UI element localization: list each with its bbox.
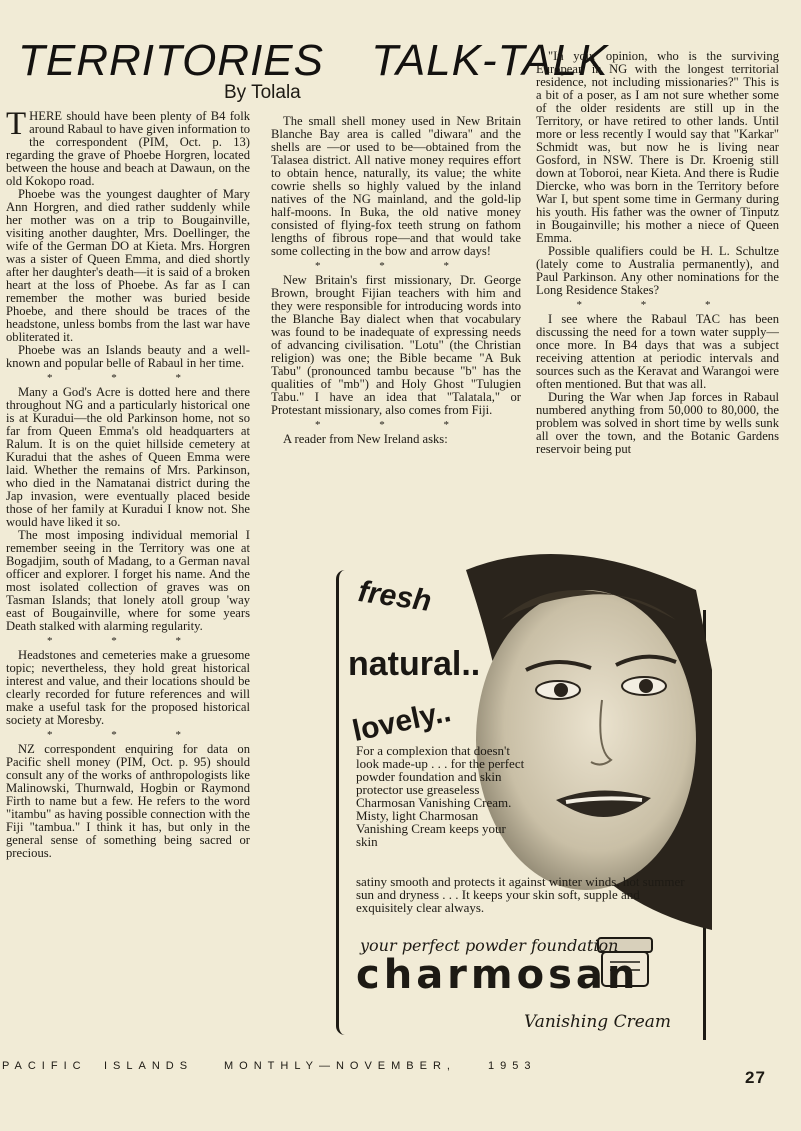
article-column-1 bbox=[6, 110, 250, 1048]
ad-tagline: your perfect powder foundation bbox=[360, 936, 619, 955]
charmosan-advertisement bbox=[336, 550, 712, 1050]
footer-issue: MONTHLY—NOVEMBER, bbox=[224, 1060, 456, 1072]
paragraph: New Britain's first missionary, Dr. George Brown, brought Fijian teachers with him and they were responsible for introducing words into the Blanche Bay dialect when that vocabulary was found to be inadequate of expressing needs of advancing civilisation. "Lotu" (the Christian religion) was one; the Bible became "A Buk Tabu" (pronounced tambu because "b" has the qualities of "mb") and Holy Ghost "Tulugien Tabu." I have an idea that "Talatala," or Protestant missionary, also comes from Fiji. bbox=[271, 273, 521, 417]
drop-cap: T bbox=[6, 110, 27, 142]
paragraph: NZ correspondent enquiring for data on Pacific shell money (PIM, Oct. p. 95) should consult any of the works of anthropologists like Malinowski, Thurnwald, Hogbin or Raymond Firth to name but a few. He refers to the word "itambu" as having possible connection with the Fiji "tambua." I think it has, but only in the general sense of something being sacred or precious. bbox=[6, 742, 250, 860]
paragraph: Headstones and cemeteries make a gruesome topic; nevertheless, they hold great historical interest and value, and their locations should be clearly recorded for future references and will make a useful task for the proposed historical society at Moresby. bbox=[6, 648, 250, 727]
paragraph: Phoebe was the youngest daughter of Mary Ann Horgren, and died rather suddenly while her mother was on a trip to Bougainville, visiting another daughter, Mrs. Doellinger, the wife of the German DO at Kieta. Mrs. Horgren was a sister of Queen Emma, and died shortly after her daughter's death—it is said of a broken heart at the loss of Phoebe. As far as I can remember the mother was buried beside Phoebe, and there should be traces of the headstone, unless bombs from the last war have obliterated it. bbox=[6, 187, 250, 344]
ad-headline-fresh: fresh bbox=[356, 575, 434, 618]
ad-border-left bbox=[336, 570, 345, 1035]
ad-product-name: Vanishing Cream bbox=[524, 1012, 672, 1032]
section-separator: * * * bbox=[47, 635, 209, 647]
section-separator: * * * bbox=[315, 260, 477, 272]
ad-body-text: For a complexion that doesn't look made-up . . . for the perfect powder foundation and skin protector use greaseless Charmosan Vanishing Cream. Misty, light Charmosan Vanishing Cream keeps your skin bbox=[356, 743, 525, 849]
section-separator: * * * bbox=[576, 299, 739, 311]
paragraph: During the War when Jap forces in Rabaul numbered anything from 50,000 to 80,000, the problem was solved in short time by wells sunk all over the town, and the Botanic Gardens reservoir being put bbox=[536, 390, 779, 456]
ad-brand-name: charmosan bbox=[356, 952, 640, 998]
paragraph: Many a God's Acre is dotted here and there throughout NG and a particularly historical one is at Kuradui—the old Parkinson home, not so far from Queen Emma's old headquarters at Ralum. It is on the quiet hillside cemetery at Kuradui that the ashes of Queen Emma were laid. Whether the remains of Mrs. Parkinson, who died in the Namatanai district during the Jap invasion, were eventually placed beside those of her family at Kuradui I know not. She would have liked it so. bbox=[6, 385, 250, 529]
paragraph: Phoebe was an Islands beauty and a well-known and popular belle of Rabaul in her time. bbox=[6, 343, 250, 370]
section-separator: * * * bbox=[47, 372, 209, 384]
footer-publication-part2: ISLANDS bbox=[104, 1060, 194, 1072]
paragraph: The small shell money used in New Britain Blanche Bay area is called "diwara" and the shells are —or used to be—obtained from the Talasea district. All native money requires effort to obtain hence, naturally, its value; the white cowrie shells so highly valued by the inland natives of the NG mainland, and the gold-lip half-moons. In Buka, the old native money consisted of flying-fox teeth strung on fathom lengths of fibrous rope—and that would take some collecting in the bow and arrow days! bbox=[271, 115, 521, 258]
paragraph bbox=[6, 110, 250, 188]
section-separator: * * * bbox=[47, 729, 209, 741]
ad-headline-natural: natural.. bbox=[348, 645, 481, 683]
article-column-3 bbox=[536, 50, 779, 535]
paragraph: I see where the Rabaul TAC has been discussing the need for a town water supply—once more. In B4 days that was a subject receiving attention at periodic intervals and sources such as the Keravat and Warangoi were often mentioned. But that was all. bbox=[536, 312, 779, 391]
paragraph: The most imposing individual memorial I remember seeing in the Territory was one at Bogadjim, south of Madang, to a German naval officer and explorer. I forget his name. And the most isolated collection of graves was on Tasman Islands; that lonely atoll group 'way east of Bougainville, where for some years Death stalked with alarming regularity. bbox=[6, 528, 250, 633]
paragraph: Possible qualifiers could be H. L. Schultze (lately come to Australia permanently), and Paul Parkinson. Any other nominations for the Long Residence Stakes? bbox=[536, 244, 779, 297]
article-column-2 bbox=[271, 115, 521, 530]
paragraph: A reader from New Ireland asks: bbox=[283, 432, 448, 446]
byline: By Tolala bbox=[224, 82, 301, 103]
paragraph-text: HERE should have been plenty of B4 folk around Rabaul to have given information to the correspondent (PIM, Oct. p. 13) regarding the grave of Phoebe Horgren, located between the house and beach at Dawaun, on the old Kokopo road. bbox=[6, 110, 250, 188]
footer-publication-part1: PACIFIC bbox=[2, 1060, 87, 1072]
page-number: 27 bbox=[745, 1068, 766, 1087]
paragraph: "In your opinion, who is the surviving European in NG with the longest territorial residence, not including missionaries?" This is a bit of a poser, as I am not sure whether some of the older residents are still up in the Territory, or have retired to other lands. Until more or less recently I would say that "Karkar" Schmidt was, but now he is living near Gosford, in NSW. There is Dr. Kroenig still down at Toboroi, near Kieta. And there is Rudie Diercke, who was born in the Territory before War I, but spent some time in Germany during his youth. His father was the owner of Tinputz in Bougainville; his mother a niece of Queen Emma. bbox=[536, 50, 779, 245]
section-separator: * * * bbox=[315, 419, 477, 431]
ad-headline-lovely: lovely.. bbox=[349, 695, 454, 748]
ad-body-text-continued: satiny smooth and protects it against winter winds, hot summer sun and dryness . . . It keeps your skin soft, supple and exquisitely clear always. bbox=[356, 874, 685, 915]
page-title: TERRITORIES TALK-TALK bbox=[18, 36, 609, 85]
footer-year: 1953 bbox=[488, 1060, 537, 1072]
